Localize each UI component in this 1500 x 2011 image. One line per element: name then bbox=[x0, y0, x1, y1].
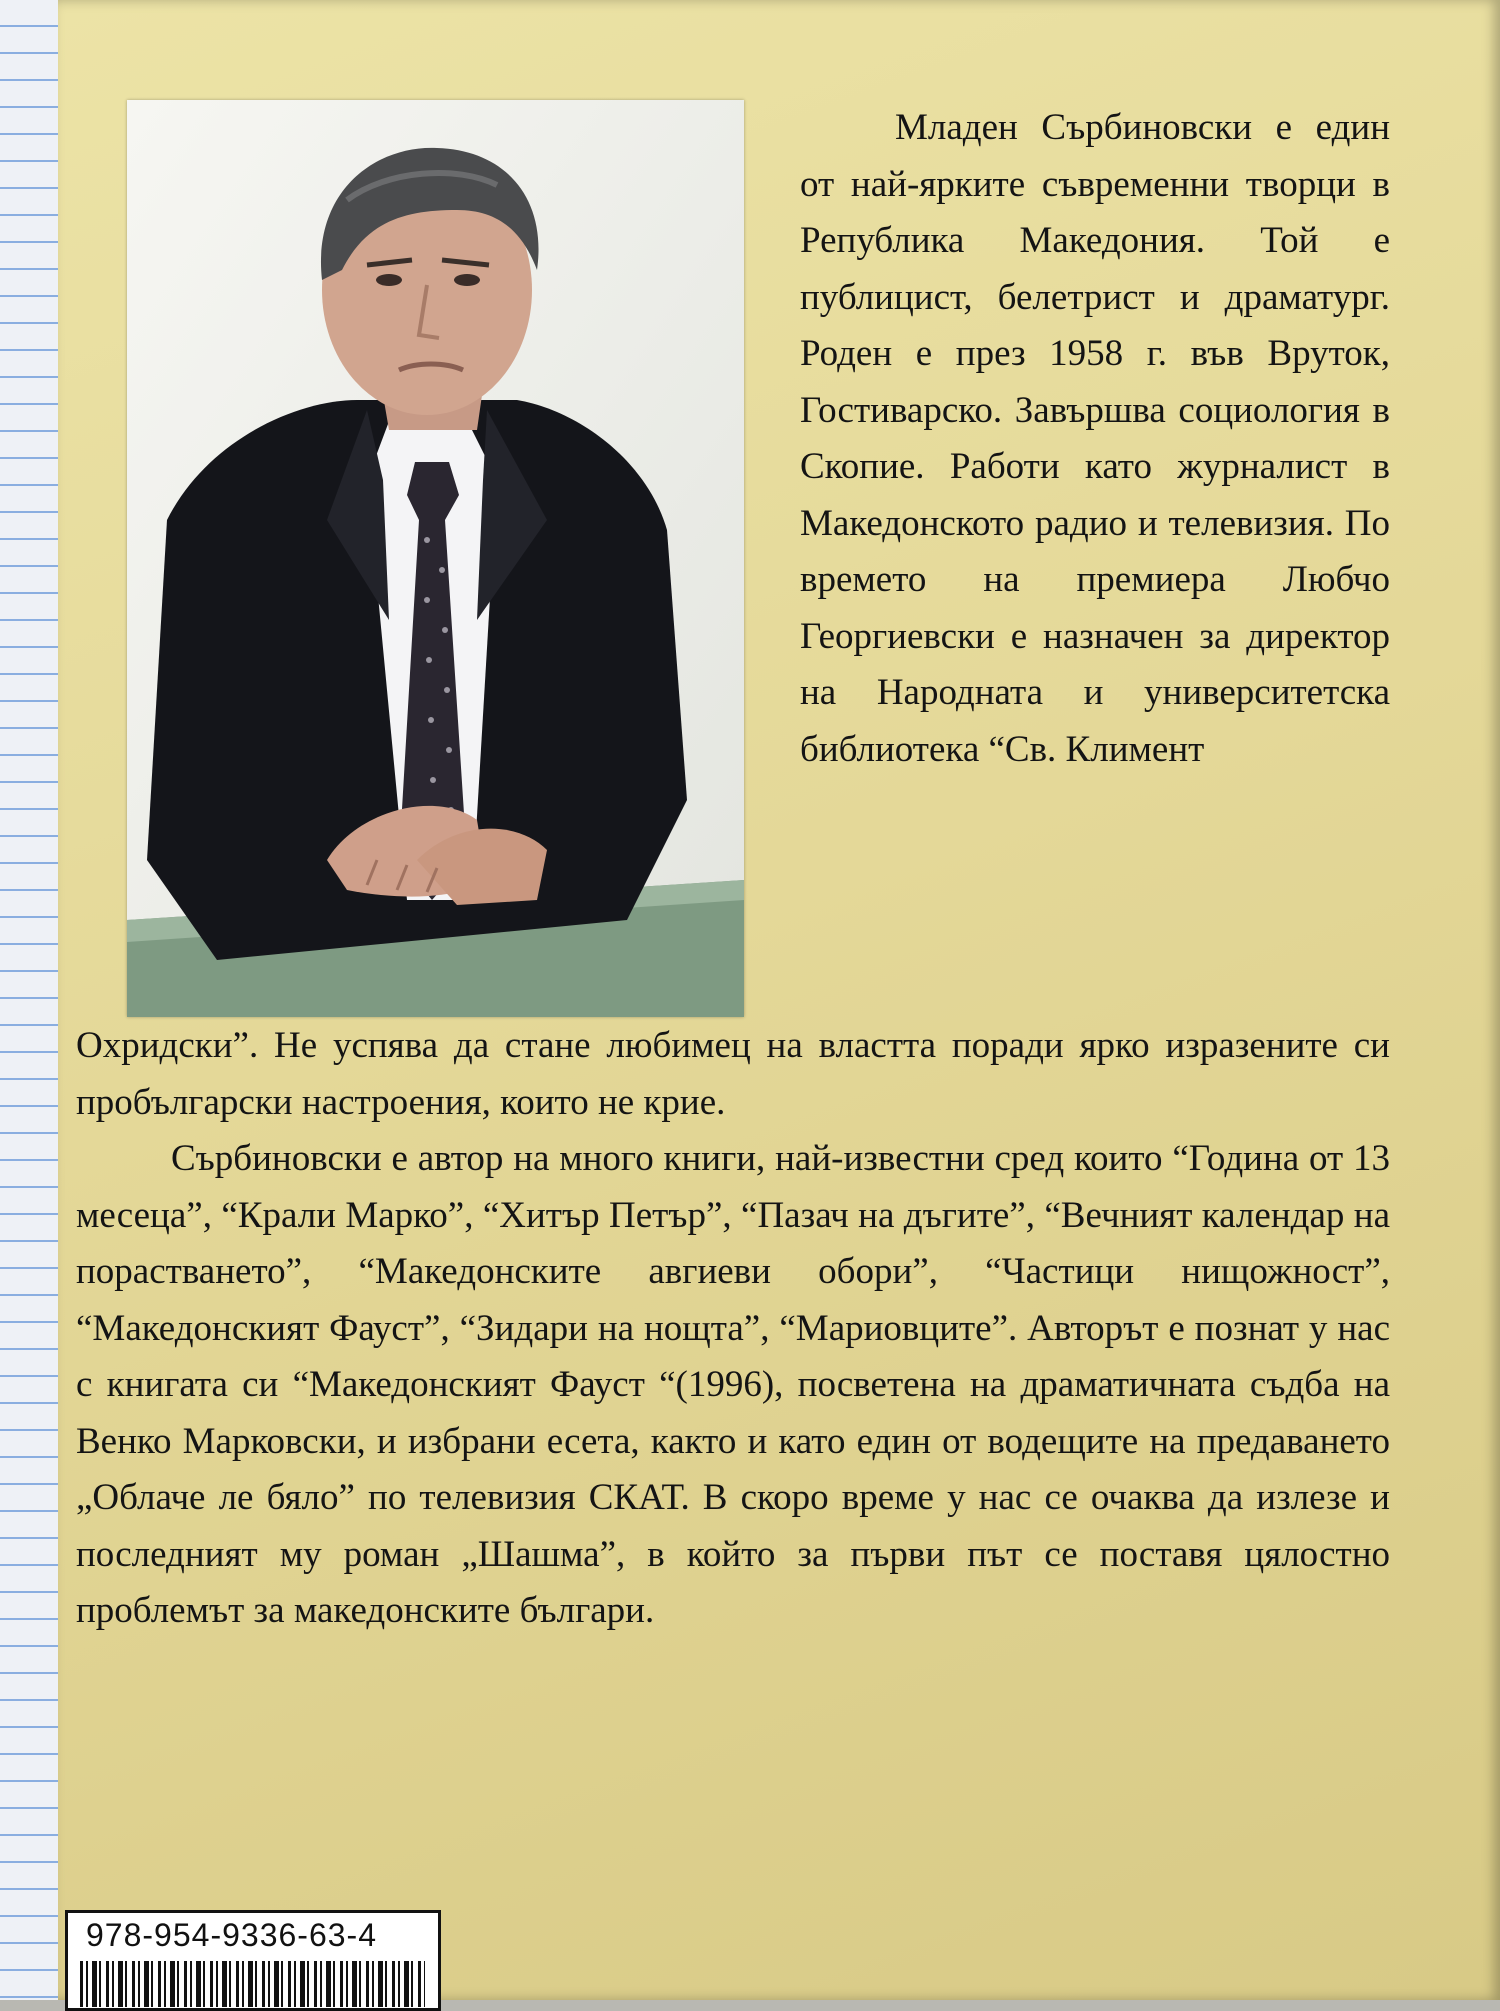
isbn-barcode bbox=[65, 1910, 441, 2011]
isbn-number: 978-954-9336-63-4 bbox=[86, 1917, 377, 1953]
author-bio-right-column bbox=[800, 100, 1390, 778]
bio-paragraph-2: Сърбиновски е автор на много книги, най-известни сред които “Година от 13 месеца”, “Крали Марко”, “Хитър Петър”, “Пазач на дъгите”, “Вечният календар на порастването”, “Македонските авгиеви обори”, “Частици нищожност”, “Македонският Фауст”, “Зидари на нощта”, “Мариовците”. Авторът е познат у нас с книгата си “Македонският Фауст “(1996), посветена на драматичната съдба на Венко Марковски, и избрани есета, както и като един от водещите на предаването „Облаче ле бяло” по телевизия СКАТ. В скоро време у нас се очаква да излезе и последният му роман „Шашма”, в който за първи път се поставя цялостно проблемът за македонските българи. bbox=[76, 1138, 1390, 1631]
bio-paragraph-1-continuation: Охридски”. Не успява да стане любимец на властта поради ярко изразените си пробългарски настроения, които не крие. bbox=[76, 1025, 1390, 1123]
notebook-paper-edge bbox=[0, 0, 60, 2000]
barcode-bars bbox=[80, 1961, 425, 2007]
author-bio-bottom bbox=[76, 1018, 1390, 1640]
author-portrait-photo bbox=[127, 100, 744, 1017]
bio-paragraph-1: Младен Сърбиновски е един от най-ярките съвременни творци в Република Македония. Той е публицист, белетрист и драматург. Роден е през 1958 г. във Вруток, Гостиварско. Завършва социология в Скопие. Работи като журналист в Македонското радио и телевизия. По времето на премиера Любчо Георгиевски е назначен за директор на Народната и университетска библиотека “Св. Климент bbox=[800, 107, 1390, 770]
